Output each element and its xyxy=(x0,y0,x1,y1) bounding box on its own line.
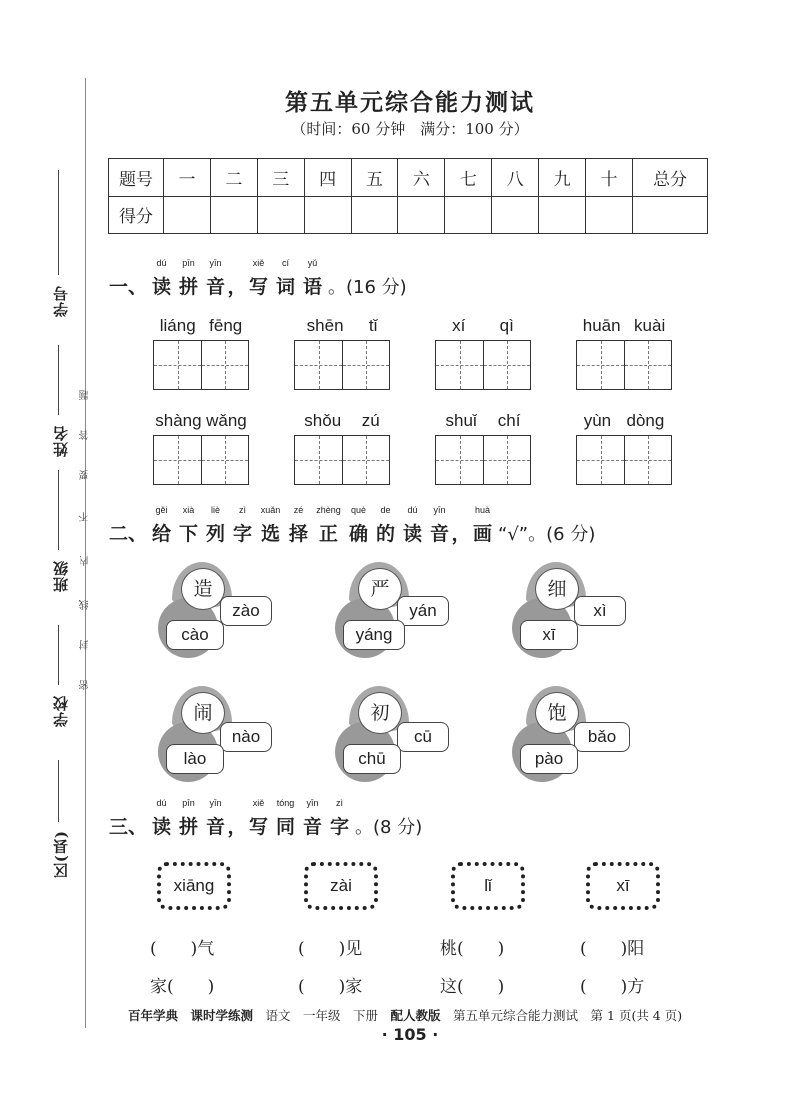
table-cell: 六 xyxy=(398,159,445,197)
score-input-cell[interactable] xyxy=(492,196,539,234)
student-id-label: 学号 xyxy=(52,285,70,317)
table-cell: 八 xyxy=(492,159,539,197)
score-input-cell[interactable] xyxy=(351,196,398,234)
pinyin: huà xyxy=(474,505,491,515)
score-input-cell[interactable] xyxy=(633,196,708,234)
table-cell: 四 xyxy=(304,159,351,197)
seal-char: 不 xyxy=(80,512,91,522)
writing-grid[interactable] xyxy=(435,435,531,485)
lotus-character: 造 xyxy=(181,568,225,610)
writing-grid[interactable] xyxy=(576,340,672,390)
fill-blank[interactable]: 这( ) xyxy=(440,977,505,997)
lotus-character: 细 xyxy=(535,568,579,610)
pinyin: zì xyxy=(335,798,343,808)
table-cell: 总分 xyxy=(633,159,708,197)
footer-subject: 语文 一年级 下册 xyxy=(265,1008,391,1023)
seal-char: 内 xyxy=(80,556,91,566)
hanzi: 的 xyxy=(375,523,395,545)
pinyin-option[interactable]: xì xyxy=(574,596,626,626)
section-number: 一、 xyxy=(108,276,147,298)
fill-blank[interactable]: ( )气 xyxy=(150,939,215,959)
pinyin-option[interactable]: cào xyxy=(166,620,224,650)
pinyin-option[interactable]: lào xyxy=(166,744,224,774)
hanzi: 拼 xyxy=(178,276,198,298)
pinyin-option[interactable]: cū xyxy=(397,722,449,752)
table-cell: 二 xyxy=(210,159,257,197)
section-2-heading xyxy=(108,505,595,546)
pinyin: qì xyxy=(499,316,514,335)
section-number: 三、 xyxy=(108,816,147,838)
pinyin: liáng xyxy=(159,316,196,335)
fill-blank[interactable]: ( )家 xyxy=(298,977,363,997)
lotus-character: 严 xyxy=(358,568,402,610)
pinyin: shuǐ xyxy=(445,411,477,430)
pinyin: xuǎn xyxy=(260,505,281,515)
footer-series: 百年学典 课时学练测 xyxy=(128,1008,266,1023)
pinyin-option[interactable]: nào xyxy=(220,722,272,752)
pinyin: cí xyxy=(281,258,289,268)
pinyin-option[interactable]: zào xyxy=(220,596,272,626)
hanzi: 字 xyxy=(232,523,252,545)
writing-grid[interactable] xyxy=(576,435,672,485)
table-cell: 九 xyxy=(539,159,586,197)
pinyin: kuài xyxy=(634,316,666,335)
pinyin-option[interactable]: yán xyxy=(397,596,449,626)
table-cell: 五 xyxy=(351,159,398,197)
hanzi: 拼 xyxy=(178,816,198,838)
footer-edition: 配人教版 xyxy=(390,1008,441,1023)
pinyin: yīn xyxy=(209,798,222,808)
class-label: 班级 xyxy=(52,560,70,592)
hanzi: 择 xyxy=(288,523,308,545)
score-table-score-row xyxy=(109,196,708,234)
hanzi: 给 xyxy=(151,523,171,545)
score-input-cell[interactable] xyxy=(586,196,633,234)
table-cell: 三 xyxy=(257,159,304,197)
punctuation: ， xyxy=(227,276,247,298)
pinyin: dòng xyxy=(626,411,665,430)
seal-char: 封 xyxy=(80,640,91,650)
section-points: 。(8 分) xyxy=(355,817,423,838)
pinyin: shǒu xyxy=(304,411,342,430)
pinyin-box: zài xyxy=(304,862,378,910)
pinyin: yīn xyxy=(433,505,446,515)
table-cell: 七 xyxy=(445,159,492,197)
lotus-item xyxy=(335,686,455,786)
pinyin: gěi xyxy=(155,505,168,515)
hanzi: 选 xyxy=(260,523,280,545)
pinyin: xià xyxy=(182,505,195,515)
page-footer xyxy=(128,1006,682,1024)
seal-char: 密 xyxy=(80,680,91,690)
score-table xyxy=(108,158,708,234)
hanzi: 读 xyxy=(402,523,422,545)
word-item xyxy=(294,316,390,390)
score-input-cell[interactable] xyxy=(398,196,445,234)
punctuation: ， xyxy=(227,816,247,838)
pinyin: huān xyxy=(582,316,621,335)
writing-grid[interactable] xyxy=(153,435,249,485)
lotus-character: 初 xyxy=(358,692,402,734)
table-cell: 十 xyxy=(586,159,633,197)
word-item xyxy=(153,411,249,485)
pinyin-box: xiāng xyxy=(157,862,231,910)
score-input-cell[interactable] xyxy=(257,196,304,234)
section-points: “√”。(6 分) xyxy=(498,524,596,545)
pinyin: tǐ xyxy=(368,316,378,335)
lotus-item xyxy=(158,686,278,786)
score-table-header-row xyxy=(109,159,708,197)
hanzi: 正 xyxy=(318,523,338,545)
word-item xyxy=(294,411,390,485)
hanzi: 写 xyxy=(248,276,268,298)
hanzi: 字 xyxy=(329,816,349,838)
fill-blank[interactable]: ( )方 xyxy=(580,977,645,997)
pinyin: zú xyxy=(361,411,380,430)
word-item xyxy=(153,316,249,390)
seal-char: 答 xyxy=(80,430,91,440)
class-line[interactable] xyxy=(58,470,59,550)
hanzi: 音 xyxy=(429,523,449,545)
lotus-item xyxy=(512,686,632,786)
pinyin-option[interactable]: yáng xyxy=(343,620,405,650)
lotus-character: 闹 xyxy=(181,692,225,734)
seal-char: 题 xyxy=(80,390,91,400)
lotus-character: 饱 xyxy=(535,692,579,734)
pinyin: zì xyxy=(238,505,246,515)
lotus-item xyxy=(512,562,632,662)
pinyin: dú xyxy=(407,505,418,515)
word-item xyxy=(435,411,531,485)
pinyin-option[interactable]: xī xyxy=(520,620,578,650)
hanzi: 音 xyxy=(205,816,225,838)
fill-blank[interactable]: 桃( ) xyxy=(440,939,505,959)
pinyin: de xyxy=(380,505,391,515)
page-subtitle: （时间：60 分钟 满分：100 分） xyxy=(291,120,529,138)
hanzi: 下 xyxy=(178,523,198,545)
hanzi: 音 xyxy=(302,816,322,838)
table-cell: 一 xyxy=(164,159,211,197)
school-label: 学校 xyxy=(52,695,70,727)
seal-char: 线 xyxy=(80,600,91,610)
section-points: 。(16 分) xyxy=(328,277,407,298)
pinyin: chí xyxy=(497,411,521,430)
pinyin-box: xī xyxy=(586,862,660,910)
name-line[interactable] xyxy=(58,345,59,415)
pinyin: zé xyxy=(293,505,304,515)
hanzi: 确 xyxy=(348,523,368,545)
district-line[interactable] xyxy=(58,760,59,822)
hanzi: 同 xyxy=(275,816,295,838)
fill-blank[interactable]: ( )阳 xyxy=(580,939,645,959)
seal-char: 要 xyxy=(80,470,91,480)
pinyin: yīn xyxy=(209,258,222,268)
word-item xyxy=(576,316,672,390)
writing-grid[interactable] xyxy=(294,340,390,390)
hanzi: 写 xyxy=(248,816,268,838)
section-3-heading xyxy=(108,798,422,839)
student-id-line[interactable] xyxy=(58,170,59,275)
pinyin-option[interactable]: chū xyxy=(343,744,401,774)
pinyin: dú xyxy=(156,798,167,808)
district-label: 区(县) xyxy=(52,830,70,879)
hanzi: 画 xyxy=(472,523,492,545)
pinyin: zhèng xyxy=(316,505,341,515)
pinyin-option[interactable]: bǎo xyxy=(574,722,630,752)
section-1-heading xyxy=(108,258,407,299)
pinyin-option[interactable]: pào xyxy=(520,744,578,774)
pinyin: yǔ xyxy=(307,258,318,268)
score-input-cell[interactable] xyxy=(539,196,586,234)
pinyin: pīn xyxy=(182,798,195,808)
pinyin: shēn xyxy=(306,316,344,335)
pinyin: liè xyxy=(210,505,220,515)
word-item xyxy=(576,411,672,485)
pinyin: dú xyxy=(156,258,167,268)
lotus-item xyxy=(158,562,278,662)
word-item xyxy=(435,316,531,390)
writing-grid[interactable] xyxy=(294,435,390,485)
pinyin: shàng xyxy=(155,411,202,430)
pinyin: yùn xyxy=(583,411,612,430)
section-number: 二、 xyxy=(108,523,147,545)
school-line[interactable] xyxy=(58,625,59,685)
hanzi: 词 xyxy=(275,276,295,298)
pinyin: xiě xyxy=(252,258,265,268)
score-input-cell[interactable] xyxy=(304,196,351,234)
pinyin: tóng xyxy=(276,798,295,808)
hanzi: 语 xyxy=(302,276,322,298)
hanzi: 读 xyxy=(151,276,171,298)
writing-grid[interactable] xyxy=(153,340,249,390)
score-input-cell[interactable] xyxy=(445,196,492,234)
score-input-cell[interactable] xyxy=(210,196,257,234)
table-cell: 题号 xyxy=(109,159,164,197)
table-cell: 得分 xyxy=(109,196,164,234)
pinyin: xiě xyxy=(252,798,265,808)
pinyin: pīn xyxy=(182,258,195,268)
hanzi: 列 xyxy=(205,523,225,545)
pinyin: fēng xyxy=(209,316,243,335)
hanzi: 音 xyxy=(205,276,225,298)
footer-test-info: 第五单元综合能力测试 第 1 页(共 4 页) xyxy=(440,1008,683,1023)
pinyin: què xyxy=(350,505,367,515)
punctuation: ， xyxy=(451,523,471,545)
pinyin: wǎng xyxy=(206,411,247,430)
pinyin: xí xyxy=(452,316,466,335)
name-label: 姓名 xyxy=(52,425,70,457)
fill-blank[interactable]: ( )见 xyxy=(298,939,363,959)
pinyin: yīn xyxy=(306,798,319,808)
fill-blank[interactable]: 家( ) xyxy=(150,977,215,997)
hanzi: 读 xyxy=(151,816,171,838)
binding-line xyxy=(85,78,86,1028)
page-number: · 105 · xyxy=(381,1025,439,1044)
page-title: 第五单元综合能力测试 xyxy=(285,89,535,116)
lotus-item xyxy=(335,562,455,662)
writing-grid[interactable] xyxy=(435,340,531,390)
score-input-cell[interactable] xyxy=(164,196,211,234)
pinyin-box: lǐ xyxy=(451,862,525,910)
